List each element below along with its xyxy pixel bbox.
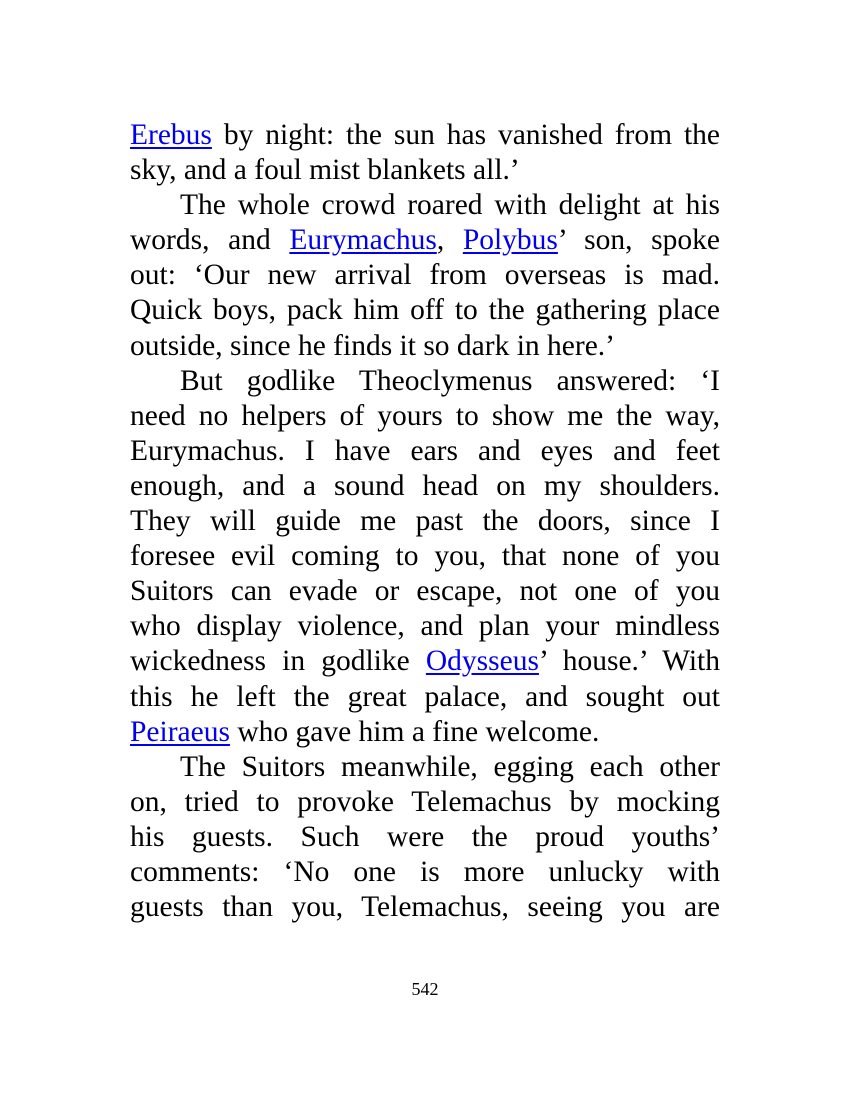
text-line: Eurymachus. I have ears and eyes and feet	[130, 434, 720, 467]
link-odysseus[interactable]: Odysseus	[425, 645, 539, 678]
text-line: need no helpers of yours to show me the way,	[130, 399, 720, 432]
text-line	[130, 118, 720, 153]
text-line: The whole crowd roared with delight at his	[180, 189, 720, 222]
text-run: ,	[436, 224, 463, 257]
text-run: who gave him a fine welcome.	[229, 715, 600, 748]
text-line: this he left the great palace, and sought out	[130, 680, 720, 713]
text-line: They will guide me past the doors, since I	[130, 505, 720, 538]
text-line	[130, 223, 720, 258]
text-line: out: ‘Our new arrival from overseas is mad.	[130, 259, 720, 292]
text-line: Quick boys, pack him off to the gathering place	[130, 294, 720, 327]
text-run: by night: the sun has vanished from the	[211, 119, 720, 151]
text-line	[130, 715, 720, 750]
text-line: enough, and a sound head on my shoulders.	[130, 469, 720, 502]
text-line: outside, since he finds it so dark in here.’	[130, 329, 615, 362]
link-peiraeus[interactable]: Peiraeus	[130, 715, 230, 748]
text-run: words, and	[130, 224, 290, 257]
text-line: who display violence, and plan your mindless	[130, 610, 720, 643]
text-run: ’ house.’ With	[538, 645, 720, 678]
text-line: comments: ‘No one is more unlucky with	[130, 855, 720, 888]
text-line: on, tried to provoke Telemachus by mocking	[130, 785, 720, 818]
text-line: The Suitors meanwhile, egging each other	[180, 750, 720, 783]
page-body	[130, 118, 720, 925]
text-line: sky, and a foul mist blankets all.’	[130, 154, 520, 187]
text-run: ’ son, spoke	[557, 224, 720, 257]
text-line: But godlike Theoclymenus answered: ‘I	[180, 364, 720, 397]
page-number: 542	[411, 979, 439, 999]
link-erebus[interactable]: Erebus	[130, 119, 212, 151]
link-polybus[interactable]: Polybus	[462, 224, 558, 257]
text-line: guests than you, Telemachus, seeing you are	[130, 891, 720, 924]
text-line: Suitors can evade or escape, not one of you	[130, 575, 720, 608]
text-run: wickedness in godlike	[130, 645, 426, 678]
text-line: foresee evil coming to you, that none of you	[130, 540, 720, 573]
text-line: his guests. Such were the proud youths’	[130, 820, 720, 853]
text-line	[130, 644, 720, 679]
link-eurymachus[interactable]: Eurymachus	[289, 224, 437, 257]
